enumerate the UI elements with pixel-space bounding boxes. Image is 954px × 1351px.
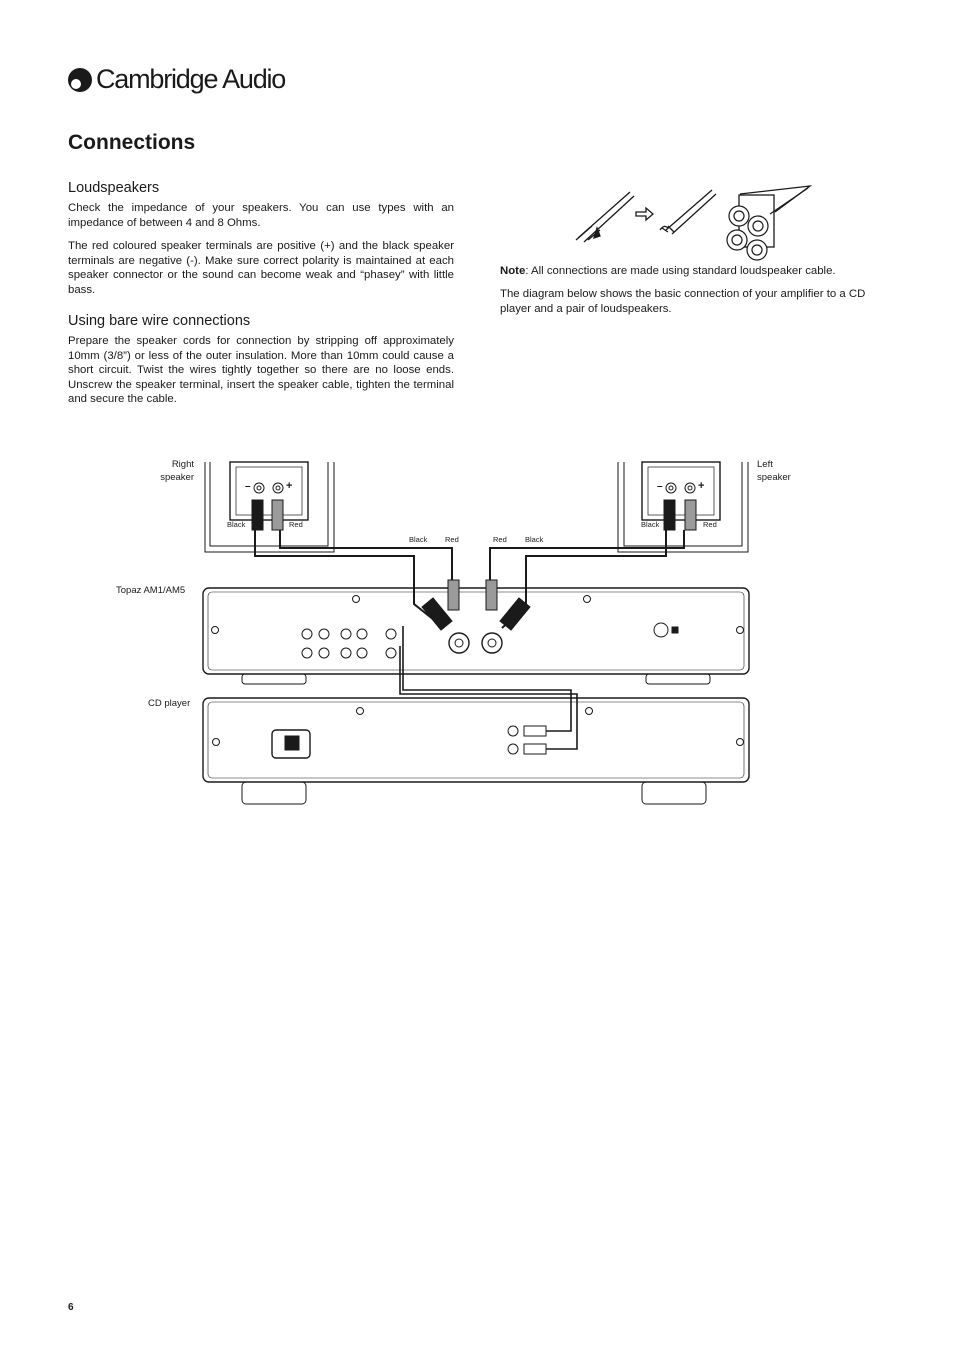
left-speaker-label: Left speaker <box>757 459 791 483</box>
loudspeakers-paragraph-1: Check the impedance of your speakers. You can use types with an impedance of between 4 and 8 Ohms. <box>68 202 454 229</box>
brand-name: Cambridge Audio <box>96 64 286 94</box>
diagram-intro-paragraph: The diagram below shows the basic connection of your amplifier to a CD player and a pair of loudspeakers. <box>500 288 866 315</box>
left-speaker-minus: – <box>657 481 663 492</box>
center-black-label-1: Black <box>409 535 428 544</box>
right-speaker-label: Right speaker <box>160 459 194 483</box>
left-speaker-plus: + <box>698 480 705 492</box>
cd-player-label: CD player <box>148 698 191 709</box>
note-label: Note <box>500 265 526 277</box>
left-black-label: Black <box>641 520 660 529</box>
right-speaker-minus: – <box>245 481 251 492</box>
right-black-label: Black <box>227 520 246 529</box>
center-red-label-2: Red <box>493 535 507 544</box>
cd-player-rear-panel-icon <box>203 698 749 804</box>
right-red-label: Red <box>289 520 303 529</box>
bare-wire-heading: Using bare wire connections <box>68 313 251 329</box>
amplifier-label: Topaz AM1/AM5 <box>116 585 186 596</box>
loudspeakers-paragraph-2: The red coloured speaker terminals are positive (+) and the black speaker terminals are negative (-). Make sure correct polarity is maintained at each speaker connector or the sound can become weak and “phasey” with little bass. <box>68 240 454 296</box>
note-text: : All connections are made using standard loudspeaker cable. <box>525 265 836 277</box>
amplifier-rear-panel-icon <box>203 588 749 684</box>
loudspeakers-heading: Loudspeakers <box>68 180 160 196</box>
left-red-label: Red <box>703 520 717 529</box>
page-number: 6 <box>68 1302 74 1313</box>
right-speaker-icon <box>205 462 334 552</box>
page-title: Connections <box>68 131 196 154</box>
right-speaker-plus: + <box>286 480 293 492</box>
center-black-label-2: Black <box>525 535 544 544</box>
bare-wire-paragraph: Prepare the speaker cords for connection by stripping off approximately 10mm (3/8”) or less of the outer insulation. More than 10mm could cause a short circuit. Twist the wires tightly together so there are no loose ends. Unscrew the speaker terminal, insert the speaker cable, tighten the terminal and secure the cable. <box>68 335 454 405</box>
center-red-label-1: Red <box>445 535 459 544</box>
